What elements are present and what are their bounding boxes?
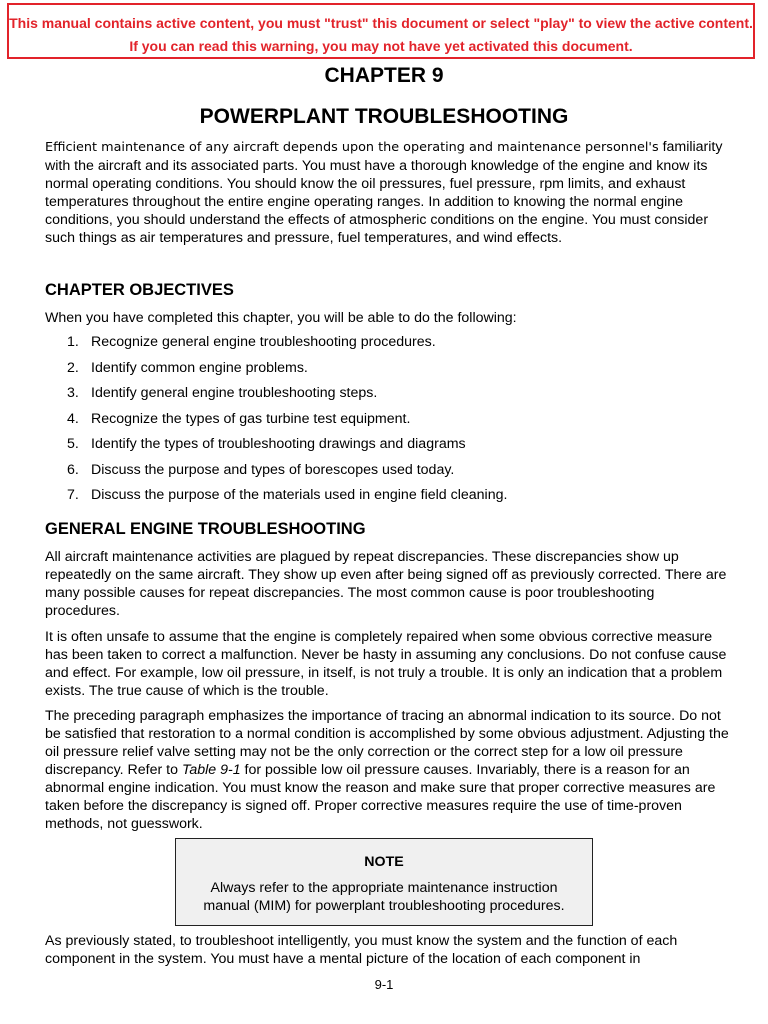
list-text: Discuss the purpose of the materials used in engine field cleaning.	[91, 487, 508, 503]
list-number: 5.	[67, 436, 79, 452]
note-body: Always refer to the appropriate maintenance instruction manual (MIM) for powerplant troubleshooting procedures.	[203, 880, 565, 914]
list-number: 1.	[67, 334, 79, 350]
list-text: Recognize the types of gas turbine test equipment.	[91, 410, 411, 427]
list-item	[45, 486, 730, 512]
list-text: Identify the types of troubleshooting drawings and diagrams	[91, 436, 466, 452]
general-heading: GENERAL ENGINE TROUBLESHOOTING	[45, 520, 366, 538]
active-content-warning	[7, 3, 755, 59]
chapter-title: POWERPLANT TROUBLESHOOTING	[199, 105, 569, 128]
intro-rest: familiarity with the aircraft and its associated parts. You must have a thorough knowledge of the engine and know its normal operating conditions. You should know the oil pressures, fuel pressure, rpm limits, and exhaust temperatures throughout the entire engine operating ranges. In addition to knowing the normal engine conditions, you should understand the effects of atmospheric conditions on the engine. You must consider such things as air temperatures and pressure, fuel temperatures, and wind effects.	[45, 139, 723, 246]
list-text: Identify general engine troubleshooting steps.	[91, 385, 378, 401]
note-title: NOTE	[364, 854, 404, 870]
page-number: 9-1	[374, 977, 394, 992]
note-box	[175, 838, 593, 926]
objectives-list	[45, 333, 730, 512]
general-paragraph-1: All aircraft maintenance activities are plagued by repeat discrepancies. These discrepancies show up repeatedly on the same aircraft. They show up even after being signed off as previously corrected. There are many possible causes for repeat discrepancies. The most common cause is poor troubleshooting procedures.	[45, 549, 727, 619]
warning-line-2: If you can read this warning, you may not have yet activated this document.	[129, 38, 633, 54]
list-number: 6.	[67, 461, 79, 478]
warning-line-1: This manual contains active content, you must "trust" this document or select "play" to view the active content.	[9, 15, 753, 31]
general-paragraph-2: It is often unsafe to assume that the engine is completely repaired when some obvious corrective measure has been taken to correct a malfunction. Never be hasty in assuming any conclusions. Do not confuse cause and effect. For example, low oil pressure, in itself, is not truly a trouble. It is only an indication that a problem exists. The true cause of which is the trouble.	[45, 629, 727, 699]
list-item	[45, 359, 730, 385]
list-item	[45, 333, 730, 359]
table-reference: Table 9-1	[181, 762, 241, 778]
p3-text-after: for possible low oil pressure causes. Invariably, there is a reason for an abnormal engine indication. You must know the reason and make sure that proper corrective measures are taken before the discrepancy is signed off. Proper corrective measures require the use of time-proven methods, not guesswork.	[45, 762, 716, 832]
list-text: Discuss the purpose and types of borescopes used today.	[91, 461, 455, 478]
list-item	[45, 410, 730, 436]
list-number: 7.	[67, 487, 79, 503]
list-item	[45, 435, 730, 461]
list-text: Recognize general engine troubleshooting procedures.	[91, 334, 436, 350]
list-item	[45, 461, 730, 487]
list-text: Identify common engine problems.	[91, 359, 308, 376]
chapter-label: CHAPTER 9	[324, 64, 444, 87]
list-item	[45, 384, 730, 410]
general-paragraph-4: As previously stated, to troubleshoot intelligently, you must know the system and the function of each component in the system. You must have a mental picture of the location of each component in	[45, 933, 678, 967]
p3-text-before: The preceding paragraph emphasizes the importance of tracing an abnormal indication to its source. Do not be satisfied that restoration to a normal condition is accomplished by some obvious adjustment. Adjusting the oil pressure relief valve setting may not be the only correction or the correct step for a low oil pressure discrepancy. Refer to	[45, 708, 729, 778]
objectives-lead: When you have completed this chapter, you will be able to do the following:	[45, 310, 517, 326]
list-number: 2.	[67, 359, 79, 376]
list-number: 4.	[67, 410, 79, 427]
list-number: 3.	[67, 385, 79, 401]
objectives-heading: CHAPTER OBJECTIVES	[45, 281, 234, 299]
intro-paragraph	[45, 138, 730, 247]
general-paragraph-3	[45, 707, 730, 833]
intro-first-line: Efficient maintenance of any aircraft depends upon the operating and maintenance personnel's	[45, 140, 659, 155]
